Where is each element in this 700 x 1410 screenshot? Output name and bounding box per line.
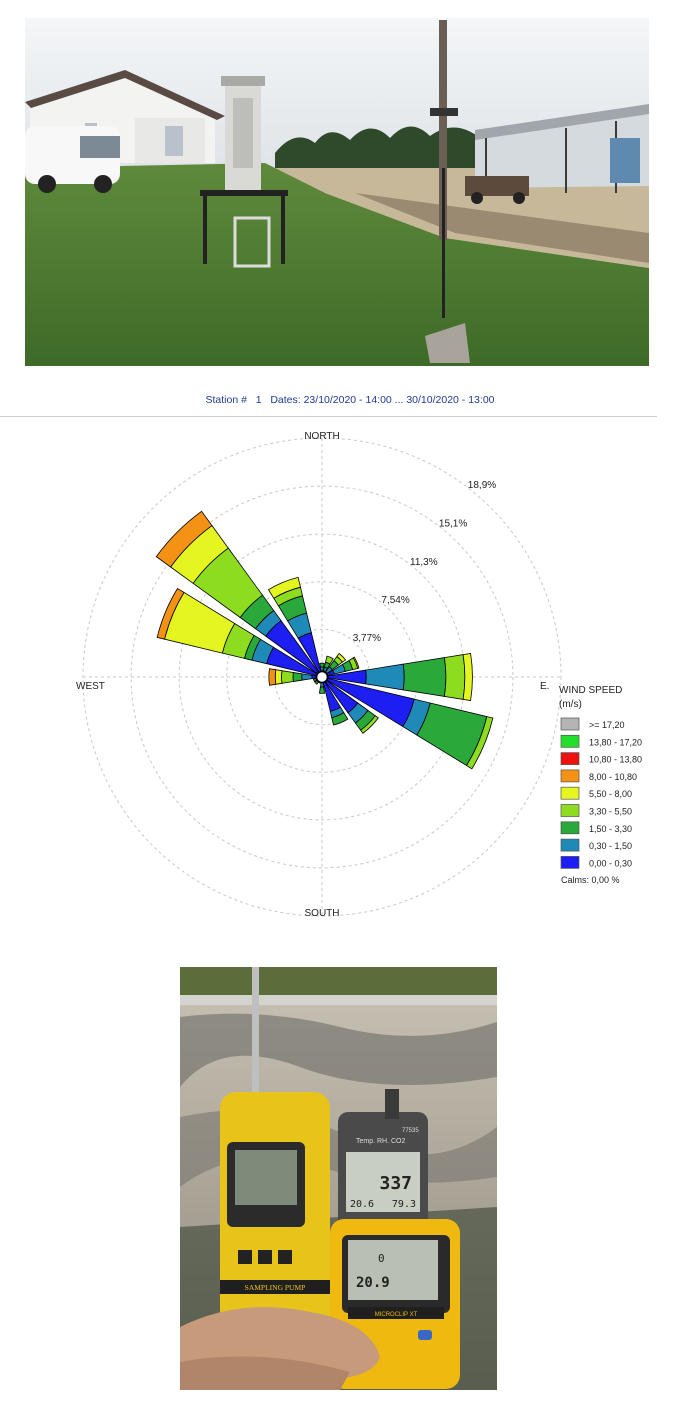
legend-item (561, 856, 632, 868)
legend-item (561, 770, 637, 782)
weather-station-photo (25, 18, 649, 366)
legend-label: 5,50 - 8,00 (589, 789, 633, 800)
ring-label-1: 3,77% (352, 632, 382, 644)
header-divider (0, 416, 657, 417)
handheld-gas-meters-photo (180, 967, 497, 1390)
station-dates-header (0, 394, 700, 406)
legend-swatch (561, 822, 579, 834)
legend-label: 10,80 - 13,80 (589, 754, 643, 765)
meter-caption: Temp. RH. CO2 (356, 1138, 406, 1145)
detector-reading-o2: 20.9 (356, 1275, 390, 1291)
direction-label-south: SOUTH (304, 908, 340, 919)
legend-swatch (561, 839, 579, 851)
dates-label: Dates: (270, 394, 301, 406)
legend-label: >= 17,20 (589, 720, 625, 730)
petal-s-bin-3 (319, 687, 324, 693)
legend-item (561, 805, 632, 817)
direction-label-north: NORTH (304, 431, 340, 442)
pump-label: SAMPLING PUMP (244, 1283, 306, 1292)
legend-swatch (561, 856, 579, 868)
legend-label: 0,30 - 1,50 (589, 841, 633, 852)
petal-n-bin-2 (320, 667, 323, 671)
calm-circle (317, 672, 328, 683)
legend-swatch (561, 805, 579, 817)
legend-swatch (561, 718, 579, 730)
meter-reading-rh: 79.3 (391, 1199, 416, 1210)
legend-item (561, 753, 642, 765)
wind-rose-petals (156, 511, 493, 769)
petal-w-bin-6 (269, 669, 276, 686)
petal-e-bin-4 (444, 655, 464, 700)
legend-item (561, 787, 632, 799)
petal-w-bin-4 (282, 671, 294, 684)
ring-label-3: 11,3% (410, 556, 438, 568)
meter-reading-temp: 20.6 (350, 1199, 375, 1210)
legend-swatch (561, 735, 579, 747)
calms-label: Calms: 0,00 % (561, 875, 620, 885)
legend-unit: (m/s) (559, 699, 582, 710)
legend-item (561, 735, 642, 747)
petal-w-bin-5 (275, 670, 282, 685)
legend-swatch (561, 753, 579, 765)
legend-label: 13,80 - 17,20 (589, 737, 643, 748)
legend-label: 1,50 - 3,30 (589, 823, 633, 834)
legend-swatch (561, 770, 579, 782)
legend-swatch (561, 787, 579, 799)
legend (561, 718, 642, 868)
legend-label: 3,30 - 5,50 (589, 806, 633, 817)
ring-label-5: 18,9% (467, 480, 497, 492)
petal-e-bin-2 (366, 664, 405, 690)
petal-e-bin-3 (403, 658, 446, 697)
legend-label: 0,00 - 0,30 (589, 858, 633, 869)
ring-label-2: 7,54% (381, 594, 410, 606)
date-range: 23/10/2020 - 14:00 ... 30/10/2020 - 13:00 (303, 394, 495, 406)
detector-reading-top: 0 (378, 1252, 385, 1265)
petal-w-bin-3 (293, 673, 302, 682)
petal-e-bin-5 (463, 654, 472, 701)
meter-reading-main: 337 (379, 1173, 412, 1194)
petal-w-bin-2 (302, 674, 312, 680)
meter-model: 77535 (402, 1128, 419, 1134)
petal-n-bin-3 (320, 663, 324, 667)
direction-label-east: E. (540, 681, 550, 692)
ring-label-4: 15,1% (438, 518, 468, 530)
station-number: 1 (255, 394, 262, 406)
legend-title: WIND SPEED (559, 685, 623, 696)
legend-item (561, 822, 632, 834)
wind-rose-chart (0, 418, 700, 938)
legend-item (561, 718, 625, 730)
direction-label-west: WEST (76, 681, 105, 692)
station-label: Station # (205, 394, 247, 406)
legend-item (561, 839, 632, 851)
legend-label: 8,00 - 10,80 (589, 771, 638, 782)
detector-brand: MICROCLIP XT (374, 1312, 418, 1318)
